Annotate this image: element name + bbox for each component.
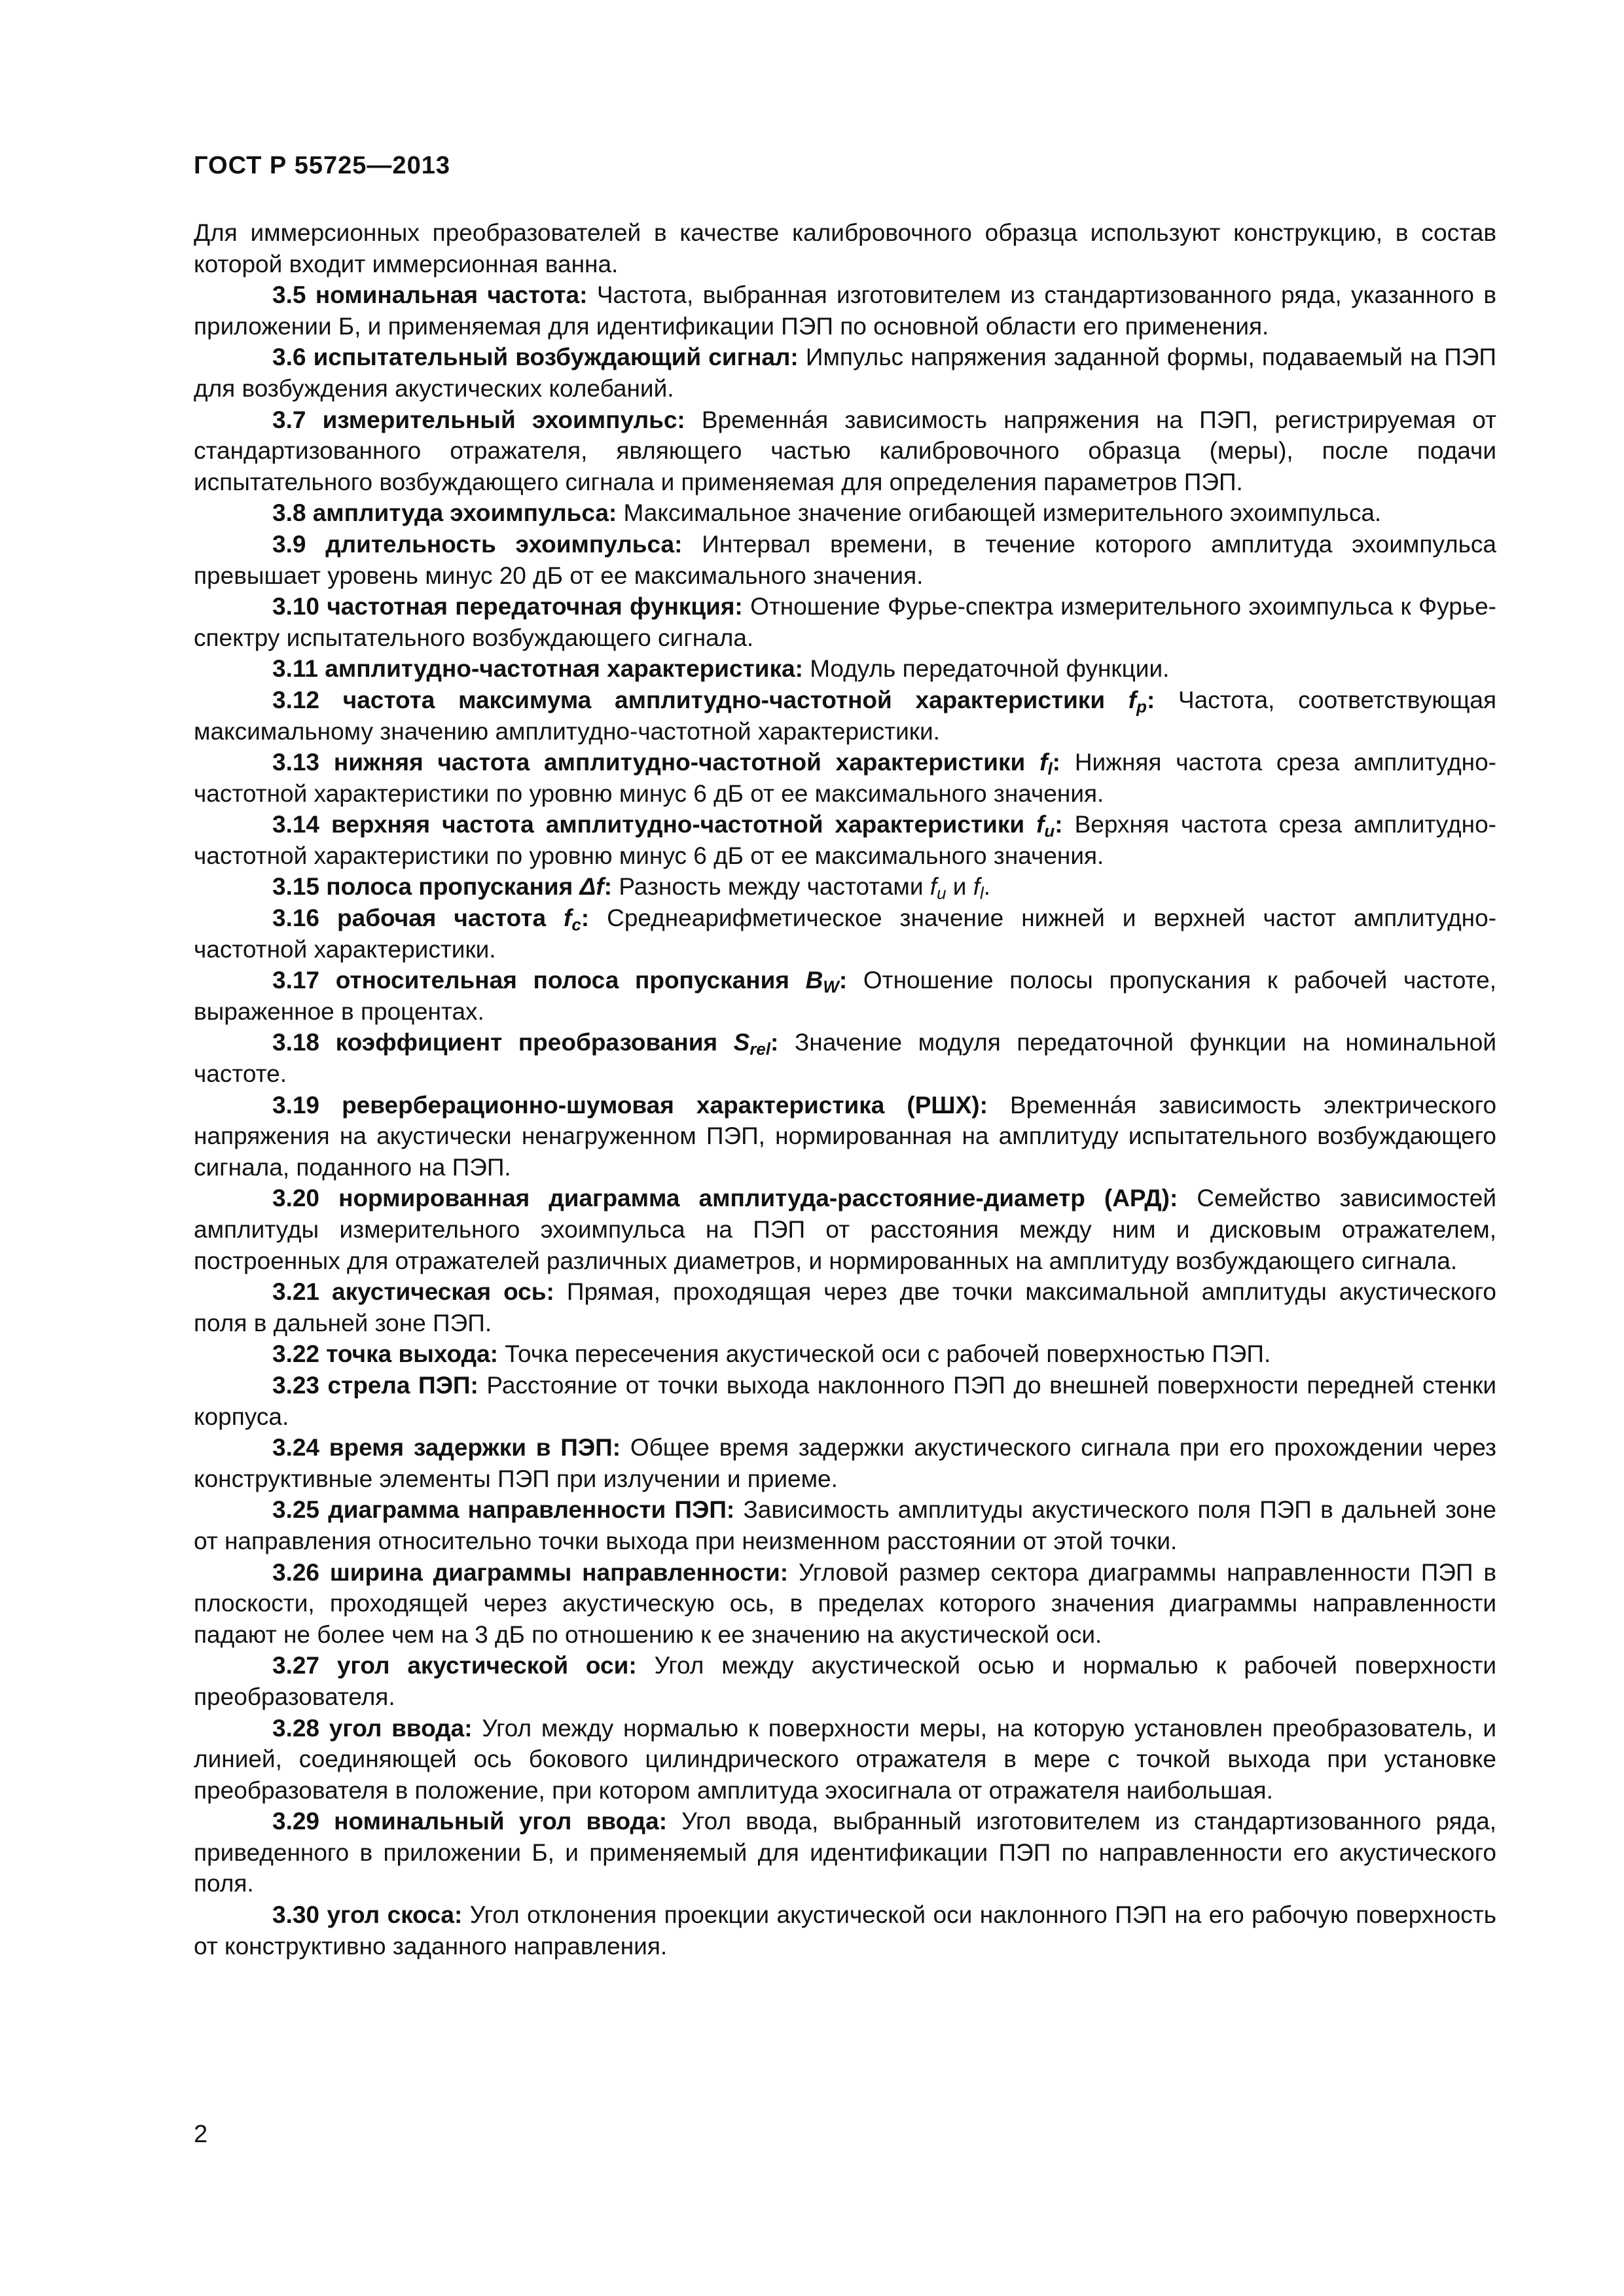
term-colon: :: [470, 1371, 478, 1399]
term-entry: [194, 1899, 1496, 1962]
term-entry: [194, 747, 1496, 809]
term-name: измерительный эхоимпульс: [322, 406, 677, 433]
term-number: 3.9: [272, 530, 306, 558]
term-symbol-subscript: u: [1044, 822, 1055, 841]
term-name: угол ввода: [329, 1714, 465, 1742]
term-entry: [194, 809, 1496, 871]
term-name: рабочая частота: [337, 905, 547, 932]
term-entry: [194, 1650, 1496, 1712]
term-definition: Угловой размер сектора диаграммы направленности ПЭП в плоскости, проходящей через акустическую ось, в пределах которого значения диаграммы направленности падают не более чем на 3 дБ по отношению к ее значению на акустической оси.: [194, 1558, 1497, 1648]
term-number: 3.29: [272, 1808, 320, 1835]
term-number: 3.28: [272, 1714, 320, 1742]
symbol-f-lower-subscript: l: [980, 884, 984, 903]
term-name: стрела ПЭП: [327, 1371, 471, 1399]
term-colon: :: [579, 281, 588, 309]
term-definition: Отношение полосы пропускания к рабочей частоте, выраженное в процентах.: [194, 967, 1497, 1025]
term-symbol: f: [1039, 749, 1048, 776]
term-definition: Максимальное значение огибающей измерительного эхоимпульса.: [623, 499, 1382, 527]
term-colon: :: [790, 344, 799, 371]
term-number: 3.8: [272, 499, 306, 527]
term-entry: [194, 965, 1496, 1027]
term-name: нормированная диаграмма амплитуда-расстояние-диаметр (АРД): [338, 1185, 1170, 1212]
term-definition: Угол ввода, выбранный изготовителем из стандартизованного ряда, приведенного в приложении Б, и применяемый для идентификации ПЭП по направленности его акустического поля.: [194, 1808, 1497, 1897]
term-entry: [194, 404, 1496, 498]
term-colon: :: [726, 1496, 735, 1524]
term-entry: [194, 1806, 1496, 1899]
term-definition: Интервал времени, в течение которого амплитуда эхоимпульса превышает уровень минус 20 дБ от ее максимального значения.: [194, 530, 1496, 589]
term-entry: [194, 1338, 1496, 1370]
term-name: угол скоса: [327, 1901, 454, 1929]
term-entry: [194, 903, 1496, 965]
term-colon: :: [770, 1029, 779, 1056]
term-entry: [194, 1027, 1496, 1089]
term-entry: [194, 685, 1496, 747]
term-definition: Значение модуля передаточной функции на номинальной частоте.: [194, 1029, 1497, 1088]
term-definition: Частота, выбранная изготовителем из стандартизованного ряда, указанного в приложении Б, и применяемая для идентификации ПЭП по основной области его применения.: [194, 281, 1496, 340]
term-colon: :: [734, 593, 743, 620]
term-number: 3.24: [272, 1434, 320, 1462]
document-header: ГОСТ Р 55725—2013: [194, 152, 450, 179]
term-number: 3.27: [272, 1652, 320, 1679]
term-number: 3.22: [272, 1340, 320, 1368]
term-number: 3.14: [272, 811, 320, 838]
term-colon: :: [659, 1808, 668, 1835]
intro-paragraph: Для иммерсионных преобразователей в качестве калибровочного образца используют конструкцию, в состав которой входит иммерсионная ванна.: [194, 219, 1496, 278]
term-definition: Зависимость амплитуды акустического поля ПЭП в дальней зоне от направления относительно точки выхода при неизменном расстоянии от этой точки.: [194, 1496, 1497, 1554]
term-definition: Угол отклонения проекции акустической оси наклонного ПЭП на его рабочую поверхность от конструктивно заданного направления.: [194, 1901, 1497, 1960]
term-colon: :: [490, 1340, 498, 1368]
term-name: номинальный угол ввода: [334, 1808, 659, 1835]
term-name: частота максимума амплитудно-частотной характеристики: [342, 686, 1106, 713]
term-definition: Точка пересечения акустической оси с рабочей поверхностью ПЭП.: [505, 1340, 1271, 1368]
term-number: 3.23: [272, 1371, 320, 1399]
conjunction: и: [952, 873, 967, 901]
term-number: 3.12: [272, 686, 320, 713]
symbol-f-lower: f: [973, 873, 980, 901]
term-entry: [194, 342, 1496, 404]
term-colon: :: [795, 655, 803, 683]
term-name: амплитудно-частотная характеристика: [325, 655, 795, 683]
term-definition: Отношение Фурье-спектра измерительного эхоимпульса к Фурье-спектру испытательного возбуждающего сигнала.: [194, 593, 1497, 651]
term-number: 3.30: [272, 1901, 320, 1929]
term-colon: :: [979, 1091, 988, 1119]
term-name: относительная полоса пропускания: [335, 967, 789, 994]
term-number: 3.11: [272, 655, 318, 683]
term-definition: Расстояние от точки выхода наклонного ПЭП до внешней поверхности передней стенки корпуса.: [194, 1371, 1497, 1430]
term-name: испытательный возбуждающий сигнал: [313, 344, 791, 371]
term-entry: [194, 653, 1496, 685]
term-symbol: f: [1128, 686, 1137, 713]
term-definition: Модуль передаточной функции.: [810, 655, 1170, 683]
term-colon: :: [628, 1652, 637, 1679]
term-number: 3.20: [272, 1185, 320, 1212]
term-name: частотная передаточная функция: [327, 593, 735, 620]
term-symbol-subscript: W: [823, 978, 839, 997]
term-number: 3.10: [272, 593, 320, 620]
term-name: реверберационно-шумовая характеристика (РШХ): [342, 1091, 980, 1119]
term-entry: [194, 1183, 1496, 1276]
term-name: номинальная частота: [315, 281, 580, 309]
term-number: 3.26: [272, 1558, 320, 1586]
term-entry: [194, 279, 1496, 342]
term-definitions: [194, 279, 1496, 1962]
term-definition: Верхняя частота среза амплитудно-частотной характеристики по уровню минус 6 дБ от ее максимального значения.: [194, 811, 1496, 869]
term-name: время задержки в ПЭП: [329, 1434, 613, 1462]
term-entry: [194, 1276, 1496, 1338]
term-definition: Прямая, проходящая через две точки максимальной амплитуды акустического поля в дальней зоне ПЭП.: [194, 1278, 1497, 1336]
term-definition: Семейство зависимостей амплитуды измерительного эхоимпульса на ПЭП от расстояния между ним и дисковым отражателем, построенных для отражателей различных диаметров, и нормированных на амплитуду возбуждающего сигнала.: [194, 1185, 1497, 1274]
term-symbol-subscript: rel: [749, 1040, 771, 1059]
term-colon: :: [1055, 811, 1063, 838]
term-definition: Импульс напряжения заданной формы, подаваемый на ПЭП для возбуждения акустических колебаний.: [194, 344, 1497, 402]
term-entry: [194, 497, 1496, 529]
term-definition: Угол между акустической осью и нормалью к рабочей поверхности преобразователя.: [194, 1652, 1497, 1710]
term-colon: :: [454, 1901, 463, 1929]
term-definition: Частота, соответствующая максимальному значению амплитудно-частотной характеристики.: [194, 686, 1497, 745]
term-number: 3.25: [272, 1496, 320, 1524]
term-entry: [194, 871, 1496, 903]
term-number: 3.17: [272, 967, 320, 994]
term-number: 3.16: [272, 905, 320, 932]
term-colon: :: [1146, 686, 1155, 713]
term-symbol: f: [564, 905, 572, 932]
term-colon: :: [581, 905, 590, 932]
sentence-end: .: [983, 873, 991, 901]
term-definition: Разность между частотами: [619, 873, 924, 901]
term-colon: :: [780, 1558, 789, 1586]
term-symbol: Δf: [579, 873, 604, 901]
term-definition: Среднеарифметическое значение нижней и верхней частот амплитудно-частотной характеристики.: [194, 905, 1497, 963]
term-name: точка выхода: [326, 1340, 490, 1368]
term-colon: :: [1052, 749, 1060, 776]
term-colon: :: [608, 499, 617, 527]
term-colon: :: [839, 967, 848, 994]
term-definition: Угол между нормалью к поверхности меры, на которую установлен преобразователь, и линией, соединяющей ось бокового цилиндрического отражателя в мере с точкой выхода при установке преобразователя в положение, при котором амплитуда эхосигнала от отражателя наибольшая.: [194, 1714, 1497, 1804]
term-entry: [194, 1090, 1496, 1183]
term-symbol: f: [1036, 811, 1045, 838]
term-name: полоса пропускания: [326, 873, 573, 901]
symbol-f-upper: f: [929, 873, 937, 901]
term-name: акустическая ось: [332, 1278, 547, 1306]
term-number: 3.19: [272, 1091, 320, 1119]
term-number: 3.18: [272, 1029, 320, 1056]
term-name: коэффициент преобразования: [335, 1029, 718, 1056]
term-symbol-subscript: l: [1047, 760, 1053, 779]
term-definition: Временнáя зависимость напряжения на ПЭП, регистрируемая от стандартизованного отражателя, являющего частью калибровочного образца (меры), после подачи испытательного возбуждающего сигнала и применяемая для определения параметров ПЭП.: [194, 406, 1497, 495]
term-number: 3.13: [272, 749, 320, 776]
term-number: 3.5: [272, 281, 306, 309]
term-symbol: S: [733, 1029, 750, 1056]
term-colon: :: [464, 1714, 473, 1742]
term-colon: :: [674, 530, 683, 558]
document-body: [194, 217, 1496, 1962]
term-name: длительность эхоимпульса: [325, 530, 675, 558]
term-definition: Нижняя частота среза амплитудно-частотной характеристики по уровню минус 6 дБ от ее максимального значения.: [194, 749, 1496, 807]
term-number: 3.21: [272, 1278, 320, 1306]
term-entry: [194, 1494, 1496, 1556]
term-name: верхняя частота амплитудно-частотной характеристики: [331, 811, 1025, 838]
term-definition: Временнáя зависимость электрического напряжения на акустически ненагруженном ПЭП, нормированная на амплитуду испытательного возбуждающего сигнала, поданного на ПЭП.: [194, 1091, 1497, 1181]
term-symbol-subscript: p: [1136, 698, 1147, 717]
term-name: ширина диаграммы направленности: [329, 1558, 780, 1586]
term-colon: :: [546, 1278, 554, 1306]
term-number: 3.7: [272, 406, 306, 433]
term-definition: Общее время задержки акустического сигнала при его прохождении через конструктивные элементы ПЭП при излучении и приеме.: [194, 1434, 1496, 1492]
term-entry: [194, 591, 1496, 653]
page-number: 2: [194, 2121, 208, 2148]
term-name: нижняя частота амплитудно-частотной характеристики: [333, 749, 1026, 776]
term-number: 3.15: [272, 873, 320, 901]
term-colon: :: [1169, 1185, 1178, 1212]
term-name: диаграмма направленности ПЭП: [328, 1496, 727, 1524]
term-entry: [194, 1432, 1496, 1494]
term-colon: :: [677, 406, 685, 433]
term-symbol: B: [805, 967, 823, 994]
symbol-f-upper-subscript: u: [937, 884, 947, 903]
term-entry: [194, 1713, 1496, 1806]
term-symbol-subscript: c: [571, 916, 581, 935]
term-number: 3.6: [272, 344, 306, 371]
term-entry: [194, 529, 1496, 591]
term-entry: [194, 1370, 1496, 1432]
term-name: амплитуда эхоимпульса: [312, 499, 609, 527]
term-entry: [194, 1557, 1496, 1651]
term-colon: :: [612, 1434, 621, 1462]
term-name: угол акустической оси: [336, 1652, 629, 1679]
term-colon: :: [604, 873, 613, 901]
